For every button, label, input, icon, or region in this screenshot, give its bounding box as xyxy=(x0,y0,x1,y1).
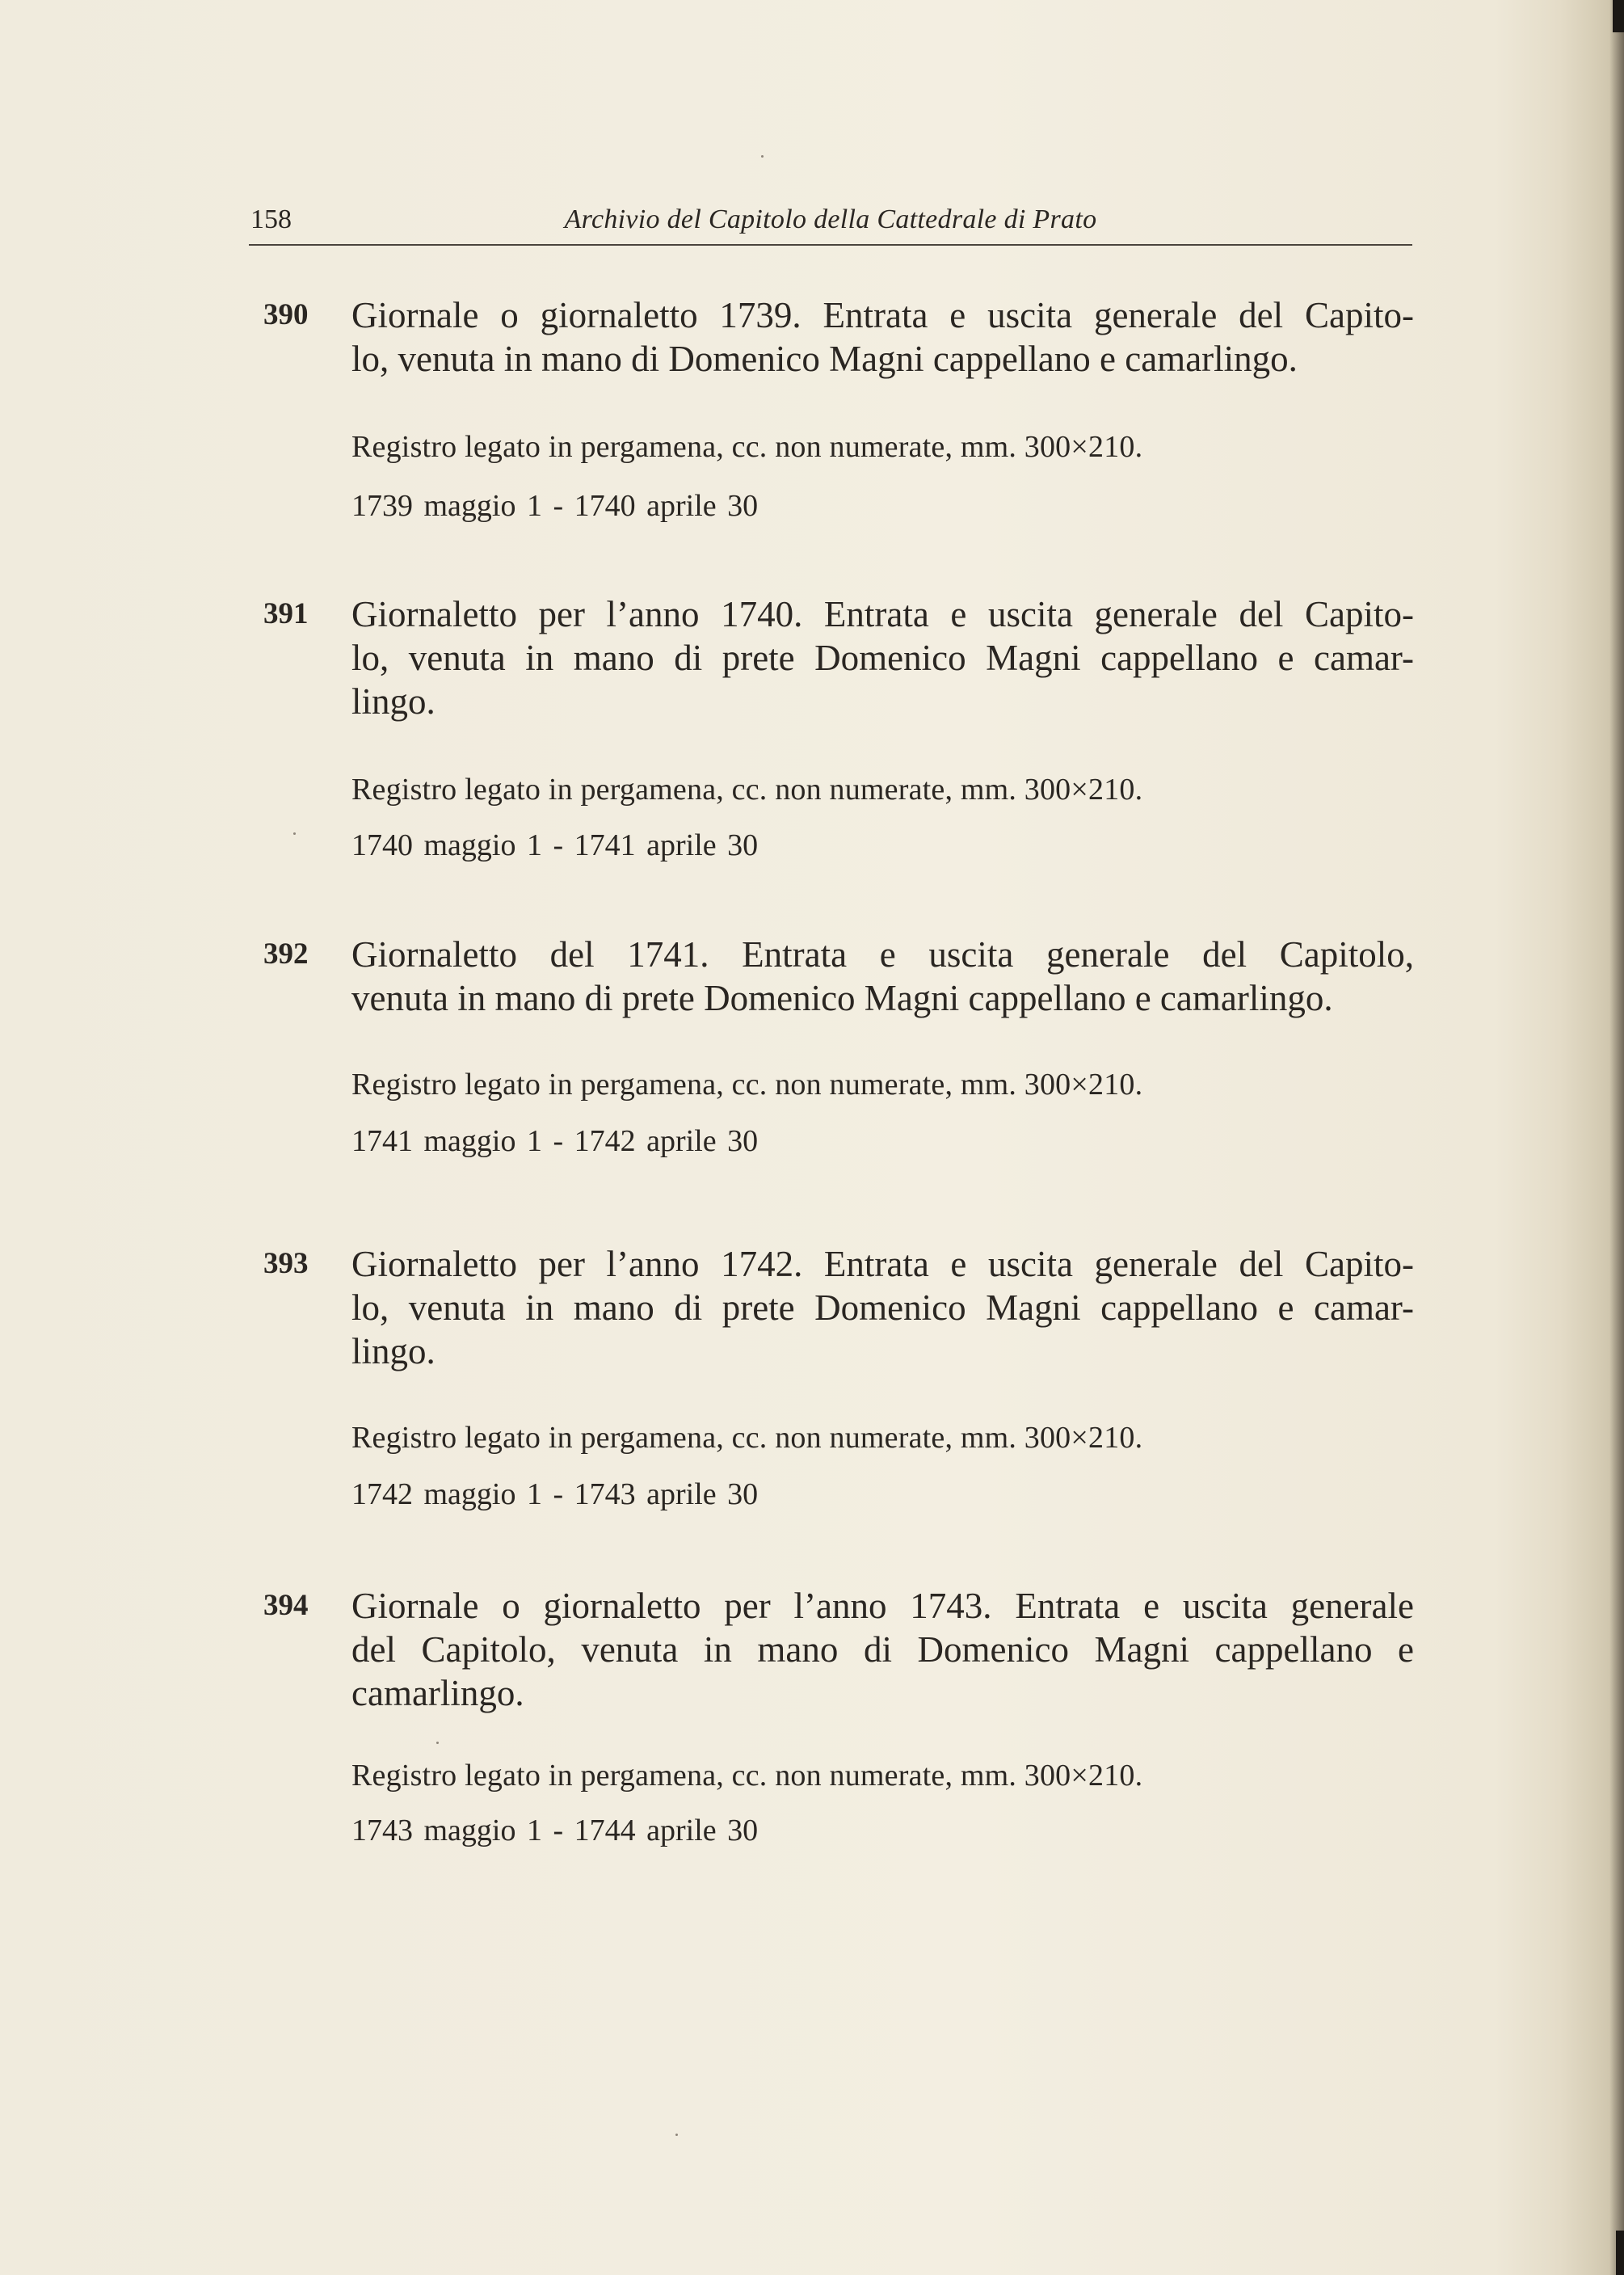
entry-dates: 1740 maggio 1 - 1741 aprile 30 xyxy=(351,828,759,862)
running-title: Archivio del Capitolo della Cattedrale di Prato xyxy=(564,204,1097,234)
entry-number: 394 xyxy=(263,1589,309,1622)
entry-description: Registro legato in pergamena, cc. non numerate, mm. 300×210. xyxy=(351,1421,1143,1455)
entry-dates: 1739 maggio 1 - 1740 aprile 30 xyxy=(351,489,759,523)
entry-title xyxy=(351,592,1414,723)
paper-speck xyxy=(436,1742,439,1744)
entry-title-line: venuta in mano di prete Domenico Magni cappellano e camarlingo. xyxy=(351,978,1333,1018)
entry-title xyxy=(351,293,1414,381)
entry-dates: 1741 maggio 1 - 1742 aprile 30 xyxy=(351,1124,759,1158)
entry-number: 391 xyxy=(263,597,309,630)
entry-number: 393 xyxy=(263,1247,309,1280)
paper-speck xyxy=(675,2134,678,2136)
entry-title-line: lingo. xyxy=(351,1331,435,1371)
entry-description: Registro legato in pergamena, cc. non numerate, mm. 300×210. xyxy=(351,430,1143,464)
entry-description: Registro legato in pergamena, cc. non numerate, mm. 300×210. xyxy=(351,1759,1143,1793)
entry-title-line: Giornale o giornaletto per l’anno 1743. Entrata e uscita generale xyxy=(351,1586,1414,1626)
entry-title-line: lo, venuta in mano di prete Domenico Magni cappellano e camar- xyxy=(351,638,1414,678)
entry-title-line: Giornaletto per l’anno 1740. Entrata e uscita generale del Capito- xyxy=(351,594,1414,634)
entry-title xyxy=(351,933,1414,1020)
entry-title xyxy=(351,1242,1414,1373)
entry-title-line: del Capitolo, venuta in mano di Domenico Magni cappellano e xyxy=(351,1629,1414,1670)
entry-dates: 1743 maggio 1 - 1744 aprile 30 xyxy=(351,1814,759,1847)
entry-number: 392 xyxy=(263,937,309,971)
entry-title-line: Giornale o giornaletto 1739. Entrata e uscita generale del Capito- xyxy=(351,295,1414,335)
entry-title-line: lo, venuta in mano di prete Domenico Magni cappellano e camar- xyxy=(351,1287,1414,1328)
entry-title-line: lingo. xyxy=(351,681,435,722)
entry-title-line: Giornaletto per l’anno 1742. Entrata e uscita generale del Capito- xyxy=(351,1244,1414,1284)
entry-title-line: Giornaletto del 1741. Entrata e uscita generale del Capitolo, xyxy=(351,934,1414,975)
entry-description: Registro legato in pergamena, cc. non numerate, mm. 300×210. xyxy=(351,773,1143,807)
page-gutter-shadow xyxy=(1609,0,1624,2275)
paper-speck xyxy=(761,155,764,158)
scan-edge-top xyxy=(1613,0,1624,32)
entry-number: 390 xyxy=(263,298,309,331)
entry-description: Registro legato in pergamena, cc. non numerate, mm. 300×210. xyxy=(351,1068,1143,1102)
scan-edge-bottom xyxy=(1616,2231,1624,2275)
entry-dates: 1742 maggio 1 - 1743 aprile 30 xyxy=(351,1477,759,1511)
entry-title-line: lo, venuta in mano di Domenico Magni cappellano e camarlingo. xyxy=(351,339,1298,379)
page-number: 158 xyxy=(250,204,292,234)
entry-title-line: camarlingo. xyxy=(351,1673,524,1713)
entry-title xyxy=(351,1584,1414,1715)
running-header xyxy=(249,202,1412,246)
paper-speck xyxy=(293,832,296,835)
